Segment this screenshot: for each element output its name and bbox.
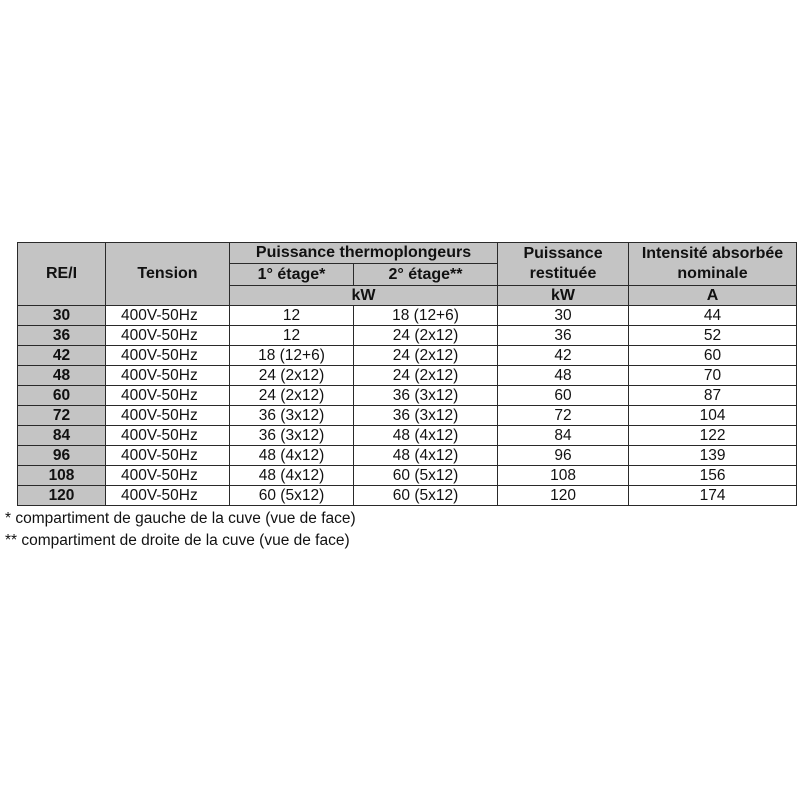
cell-etage-2: 36 (3x12) bbox=[354, 406, 498, 426]
cell-rei: 72 bbox=[18, 406, 106, 426]
table-row bbox=[18, 466, 797, 486]
cell-etage-1: 12 bbox=[230, 306, 354, 326]
cell-etage-1: 48 (4x12) bbox=[230, 446, 354, 466]
cell-etage-1: 24 (2x12) bbox=[230, 366, 354, 386]
cell-tension: 400V-50Hz bbox=[106, 326, 230, 346]
header-unit-a: A bbox=[629, 286, 797, 306]
header-etage-1: 1° étage* bbox=[230, 264, 354, 286]
cell-etage-2: 24 (2x12) bbox=[354, 326, 498, 346]
header-puissance-restituee: Puissance restituée bbox=[498, 243, 629, 286]
table-body bbox=[18, 306, 797, 506]
table-row bbox=[18, 346, 797, 366]
cell-tension: 400V-50Hz bbox=[106, 426, 230, 446]
cell-etage-1: 36 (3x12) bbox=[230, 426, 354, 446]
cell-etage-2: 36 (3x12) bbox=[354, 386, 498, 406]
table-row bbox=[18, 446, 797, 466]
table-row bbox=[18, 426, 797, 446]
cell-rei: 60 bbox=[18, 386, 106, 406]
cell-tension: 400V-50Hz bbox=[106, 406, 230, 426]
cell-rei: 42 bbox=[18, 346, 106, 366]
header-rei: RE/I bbox=[18, 243, 106, 306]
header-puissance-thermoplongeurs: Puissance thermoplongeurs bbox=[230, 243, 498, 264]
table-row bbox=[18, 406, 797, 426]
table-row bbox=[18, 366, 797, 386]
cell-rei: 48 bbox=[18, 366, 106, 386]
cell-intensite: 104 bbox=[629, 406, 797, 426]
table-row bbox=[18, 486, 797, 506]
cell-tension: 400V-50Hz bbox=[106, 306, 230, 326]
cell-etage-2: 48 (4x12) bbox=[354, 446, 498, 466]
cell-tension: 400V-50Hz bbox=[106, 386, 230, 406]
cell-intensite: 156 bbox=[629, 466, 797, 486]
cell-etage-1: 48 (4x12) bbox=[230, 466, 354, 486]
table-row bbox=[18, 386, 797, 406]
cell-intensite: 87 bbox=[629, 386, 797, 406]
header-tension: Tension bbox=[106, 243, 230, 306]
cell-etage-2: 24 (2x12) bbox=[354, 366, 498, 386]
table-header bbox=[18, 243, 797, 306]
table-row bbox=[18, 306, 797, 326]
cell-puissance-restituee: 120 bbox=[498, 486, 629, 506]
cell-tension: 400V-50Hz bbox=[106, 466, 230, 486]
spec-table-container bbox=[5, 242, 796, 552]
footnote-second-stage: ** compartiment de droite de la cuve (vue de face) bbox=[5, 532, 350, 549]
header-unit-kw-restituee: kW bbox=[498, 286, 629, 306]
header-intensite-absorbee: Intensité absorbée nominale bbox=[629, 243, 797, 286]
cell-etage-2: 18 (12+6) bbox=[354, 306, 498, 326]
cell-rei: 108 bbox=[18, 466, 106, 486]
cell-puissance-restituee: 84 bbox=[498, 426, 629, 446]
cell-tension: 400V-50Hz bbox=[106, 366, 230, 386]
cell-tension: 400V-50Hz bbox=[106, 486, 230, 506]
cell-tension: 400V-50Hz bbox=[106, 346, 230, 366]
cell-puissance-restituee: 72 bbox=[498, 406, 629, 426]
table-row bbox=[18, 326, 797, 346]
cell-puissance-restituee: 30 bbox=[498, 306, 629, 326]
cell-etage-2: 60 (5x12) bbox=[354, 466, 498, 486]
cell-intensite: 52 bbox=[629, 326, 797, 346]
cell-intensite: 139 bbox=[629, 446, 797, 466]
header-etage-2: 2° étage** bbox=[354, 264, 498, 286]
cell-etage-2: 24 (2x12) bbox=[354, 346, 498, 366]
cell-intensite: 122 bbox=[629, 426, 797, 446]
cell-intensite: 70 bbox=[629, 366, 797, 386]
cell-etage-1: 36 (3x12) bbox=[230, 406, 354, 426]
spec-table bbox=[17, 242, 797, 506]
cell-puissance-restituee: 60 bbox=[498, 386, 629, 406]
cell-etage-1: 12 bbox=[230, 326, 354, 346]
cell-rei: 36 bbox=[18, 326, 106, 346]
cell-puissance-restituee: 36 bbox=[498, 326, 629, 346]
cell-etage-1: 60 (5x12) bbox=[230, 486, 354, 506]
cell-puissance-restituee: 48 bbox=[498, 366, 629, 386]
cell-intensite: 174 bbox=[629, 486, 797, 506]
cell-puissance-restituee: 42 bbox=[498, 346, 629, 366]
cell-etage-2: 60 (5x12) bbox=[354, 486, 498, 506]
cell-etage-1: 24 (2x12) bbox=[230, 386, 354, 406]
cell-intensite: 60 bbox=[629, 346, 797, 366]
cell-rei: 84 bbox=[18, 426, 106, 446]
cell-puissance-restituee: 96 bbox=[498, 446, 629, 466]
cell-rei: 120 bbox=[18, 486, 106, 506]
cell-puissance-restituee: 108 bbox=[498, 466, 629, 486]
cell-tension: 400V-50Hz bbox=[106, 446, 230, 466]
header-unit-kw: kW bbox=[230, 286, 498, 306]
footnotes bbox=[5, 508, 796, 552]
cell-etage-2: 48 (4x12) bbox=[354, 426, 498, 446]
cell-rei: 96 bbox=[18, 446, 106, 466]
cell-rei: 30 bbox=[18, 306, 106, 326]
footnote-first-stage: * compartiment de gauche de la cuve (vue de face) bbox=[5, 510, 356, 527]
cell-etage-1: 18 (12+6) bbox=[230, 346, 354, 366]
cell-intensite: 44 bbox=[629, 306, 797, 326]
